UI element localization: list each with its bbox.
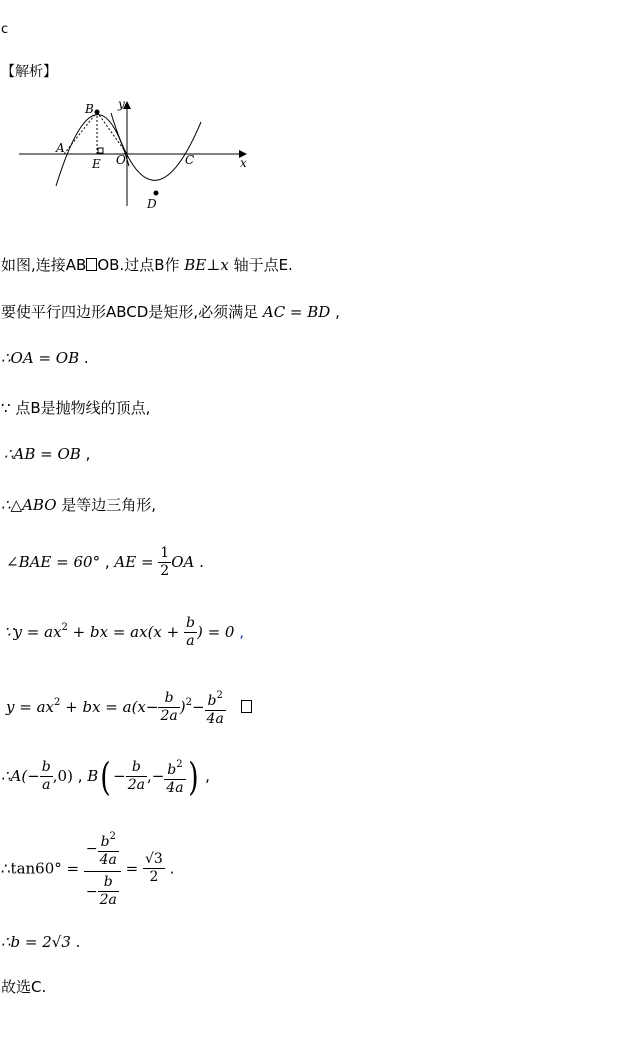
- numerator: √3: [144, 851, 163, 867]
- solution-line-3: [1, 349, 89, 367]
- math: ∴tan60° =: [1, 859, 84, 878]
- numerator: [205, 687, 226, 711]
- denominator: 4a: [206, 711, 224, 727]
- math: ) = 0: [196, 623, 235, 641]
- math: AC = BD: [262, 303, 331, 321]
- math: ,−: [146, 767, 165, 785]
- label-A: A: [56, 141, 65, 155]
- exponent: 2: [176, 759, 183, 770]
- numerator: b: [186, 615, 195, 631]
- math: + bx = a(x−: [60, 698, 159, 716]
- parabola-right: [111, 113, 201, 180]
- exponent: 2: [53, 697, 61, 708]
- fraction: [98, 828, 119, 869]
- text: ,: [72, 767, 88, 785]
- missing-glyph-box: [241, 700, 252, 713]
- solution-line-7: [6, 545, 204, 580]
- point-B: [95, 110, 100, 115]
- math: BE⊥x: [184, 256, 229, 274]
- parabola-figure: [15, 92, 255, 212]
- numerator: [164, 756, 185, 780]
- text: .: [79, 349, 89, 367]
- math: ,0): [52, 767, 73, 785]
- math: y = ax: [6, 698, 54, 716]
- exponent: 2: [109, 831, 116, 842]
- solution-line-12: [1, 933, 80, 951]
- numerator: [84, 828, 121, 872]
- numerator: b: [41, 759, 51, 775]
- denominator: [84, 872, 121, 909]
- text: 如图,连接AB: [1, 256, 87, 274]
- math: ∴A(−: [1, 767, 40, 785]
- text: .: [194, 553, 204, 571]
- text: .: [164, 859, 175, 878]
- denominator: 4a: [166, 780, 184, 796]
- text: 要使平行四边形ABCD是矩形,必须满足: [1, 303, 263, 321]
- math: ∴b = 2√3: [1, 933, 71, 951]
- fraction: [126, 759, 147, 794]
- solution-line-13: [1, 976, 46, 997]
- solution-line-2: [1, 301, 340, 322]
- fraction: [158, 545, 171, 580]
- math: AE =: [114, 553, 159, 571]
- label-E: E: [92, 157, 101, 171]
- math: + bx = ax(x +: [67, 623, 184, 641]
- left-paren: (: [100, 754, 111, 799]
- denominator: a: [42, 777, 51, 793]
- numerator: b: [98, 874, 119, 892]
- var: b: [207, 693, 217, 709]
- fraction: [40, 759, 53, 794]
- fraction: [164, 756, 185, 797]
- label-y: y: [118, 97, 125, 111]
- denominator: 2a: [99, 892, 117, 908]
- minus: −: [85, 883, 98, 900]
- solution-line-10: [1, 756, 210, 797]
- denominator: 2a: [160, 708, 178, 724]
- math: ∵y = ax: [4, 623, 62, 641]
- exponent: 2: [185, 697, 192, 708]
- denominator: 2a: [127, 777, 145, 793]
- var: b: [167, 762, 177, 778]
- complex-fraction: [84, 828, 121, 909]
- label-C: C: [185, 153, 195, 167]
- numerator: [98, 828, 119, 852]
- text: ,: [234, 623, 245, 641]
- solution-line-4: [1, 397, 150, 418]
- missing-glyph-box: [86, 258, 97, 271]
- solution-line-8: [4, 615, 244, 650]
- text: 故选C.: [1, 978, 47, 996]
- text: ,: [330, 303, 340, 321]
- math: ∵: [1, 399, 11, 417]
- text: ,: [80, 445, 91, 463]
- text: 是等边三角形,: [56, 496, 157, 514]
- right-angle-mark: [98, 148, 103, 153]
- fraction: [143, 851, 165, 886]
- solution-line-11: [1, 828, 174, 909]
- solution-line-5: [4, 445, 90, 463]
- fraction: [98, 874, 119, 909]
- var: b: [100, 834, 110, 850]
- math: =: [120, 859, 143, 878]
- math: ∴OA = OB: [1, 349, 80, 367]
- analysis-heading: 【解析】: [1, 64, 57, 80]
- math: OA: [171, 553, 195, 571]
- numerator: b: [158, 690, 179, 708]
- math: −: [191, 698, 205, 716]
- math: ): [179, 698, 186, 716]
- minus: −: [85, 840, 98, 857]
- point-D: [154, 191, 159, 196]
- denominator: a: [186, 633, 195, 649]
- numerator: b: [126, 759, 147, 777]
- numerator: 1: [160, 545, 170, 561]
- segment-AB: [64, 112, 97, 154]
- exponent: 2: [61, 622, 68, 633]
- label-O: O: [116, 153, 126, 167]
- denominator: 2: [160, 563, 170, 579]
- math: ∠BAE = 60°: [6, 553, 101, 571]
- text: .: [70, 933, 81, 951]
- label-B: B: [85, 102, 94, 116]
- text: ,: [100, 553, 115, 571]
- math: B: [87, 767, 99, 785]
- exponent: 2: [216, 690, 223, 701]
- solution-line-9: [6, 687, 252, 728]
- fraction: [158, 690, 179, 725]
- math: ∴AB = OB: [4, 445, 81, 463]
- denominator: 2: [149, 869, 159, 885]
- solution-line-6: [1, 494, 156, 515]
- text: 点B是抛物线的顶点,: [10, 399, 151, 417]
- text: ,: [200, 767, 210, 785]
- text: 轴于点E.: [228, 256, 293, 274]
- right-paren: ): [187, 754, 199, 799]
- math: −: [113, 767, 126, 785]
- solution-line-1: [1, 254, 293, 275]
- label-x: x: [240, 156, 247, 170]
- fraction: [184, 615, 197, 650]
- text: OB.过点B作: [97, 256, 185, 274]
- denominator: 4a: [99, 852, 117, 868]
- fraction: [205, 687, 226, 728]
- label-D: D: [147, 197, 157, 211]
- math: ∴△ABO: [1, 496, 57, 514]
- answer-letter: c: [1, 22, 9, 37]
